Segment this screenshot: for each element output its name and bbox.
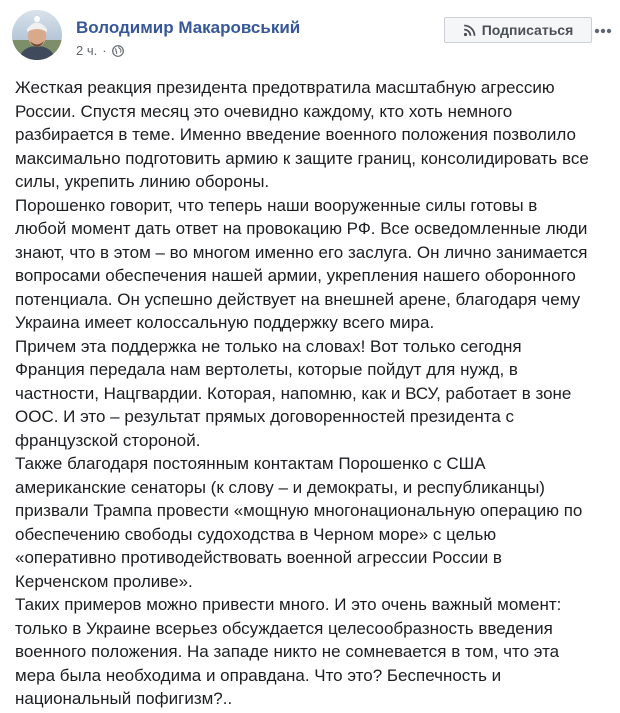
rss-icon [463, 24, 476, 37]
more-options-icon [594, 21, 612, 39]
avatar-image [12, 10, 62, 60]
text-line: мера была необходима и оправдана. Что это? Беспечность и [15, 665, 502, 685]
text-line: Франция передала нам вертолеты, которые пойдут для нужд, в [15, 360, 518, 379]
text-line: любой момент дать ответ на провокацию РФ. Все осведомленные люди [15, 219, 588, 238]
text-line: силы, укрепить линию обороны. [15, 172, 270, 191]
text-line: знают, что в этом – во многом именно его заслуга. Он лично занимается [15, 242, 588, 262]
post-header [12, 10, 610, 60]
more-options-button[interactable] [590, 16, 616, 44]
text-line: Причем эта поддержка не только на словах! Вот только сегодня [15, 336, 522, 356]
subscribe-label: Подписаться [481, 22, 574, 38]
text-line: обеспечению свободы судоходства в Черном море» с целью [15, 524, 497, 544]
text-line: России. Спустя месяц это очевидно каждому, кто хоть немного [15, 101, 513, 121]
post-timestamp[interactable]: 2 ч. [76, 43, 98, 58]
text-line: максимально подготовить армию к защите границ, консолидировать все [15, 148, 589, 168]
text-line: разбирается в теме. Именно введение военного положения позволило [15, 125, 576, 144]
text-line: «оперативно противодействовать военной агрессии России в [15, 548, 502, 567]
text-line: американские сенаторы (к слову – и демократы, и республиканцы) [15, 477, 545, 497]
text-line: Украина имеет колоссальную поддержку всего мира. [15, 313, 435, 332]
post-meta [76, 43, 124, 58]
subscribe-button[interactable] [444, 17, 592, 43]
text-line: французской стороной. [15, 430, 201, 450]
text-line: военного положения. На западе никто не сомневается в том, что эта [15, 642, 560, 661]
text-line: Также благодаря постоянным контактам Порошенко с США [15, 454, 486, 473]
post-text [15, 76, 615, 711]
text-line: ООС. И это – результат прямых договоренностей президента с [15, 407, 514, 426]
text-line: только в Украине всерьез обсуждается целесообразность введения [15, 618, 553, 638]
text-line: призвали Трампа провести «мощную многонациональную операцию по [15, 501, 583, 520]
text-line: вопросами обеспечения нашей армии, укрепления нашего оборонного [15, 266, 576, 285]
author-name-link[interactable]: Володимир Макаровський [76, 18, 301, 37]
text-line: частности, Нацгвардии. Которая, напомню, как и ВСУ, работает в зоне [15, 383, 572, 403]
text-line: потенциала. Он успешно действует на внешней арене, благодаря чему [15, 289, 581, 309]
text-line: Керченском проливе». [15, 571, 193, 591]
author-avatar[interactable] [12, 10, 62, 60]
text-line: Жесткая реакция президента предотвратила масштабную агрессию [15, 78, 555, 97]
globe-icon[interactable] [112, 45, 124, 57]
meta-separator: · [102, 43, 107, 58]
text-line: национальный пофигизм?.. [15, 689, 233, 708]
text-line: Порошенко говорит, что теперь наши вооруженные силы готовы в [15, 195, 538, 215]
text-line: Таких примеров можно привести много. И это очень важный момент: [15, 595, 562, 614]
